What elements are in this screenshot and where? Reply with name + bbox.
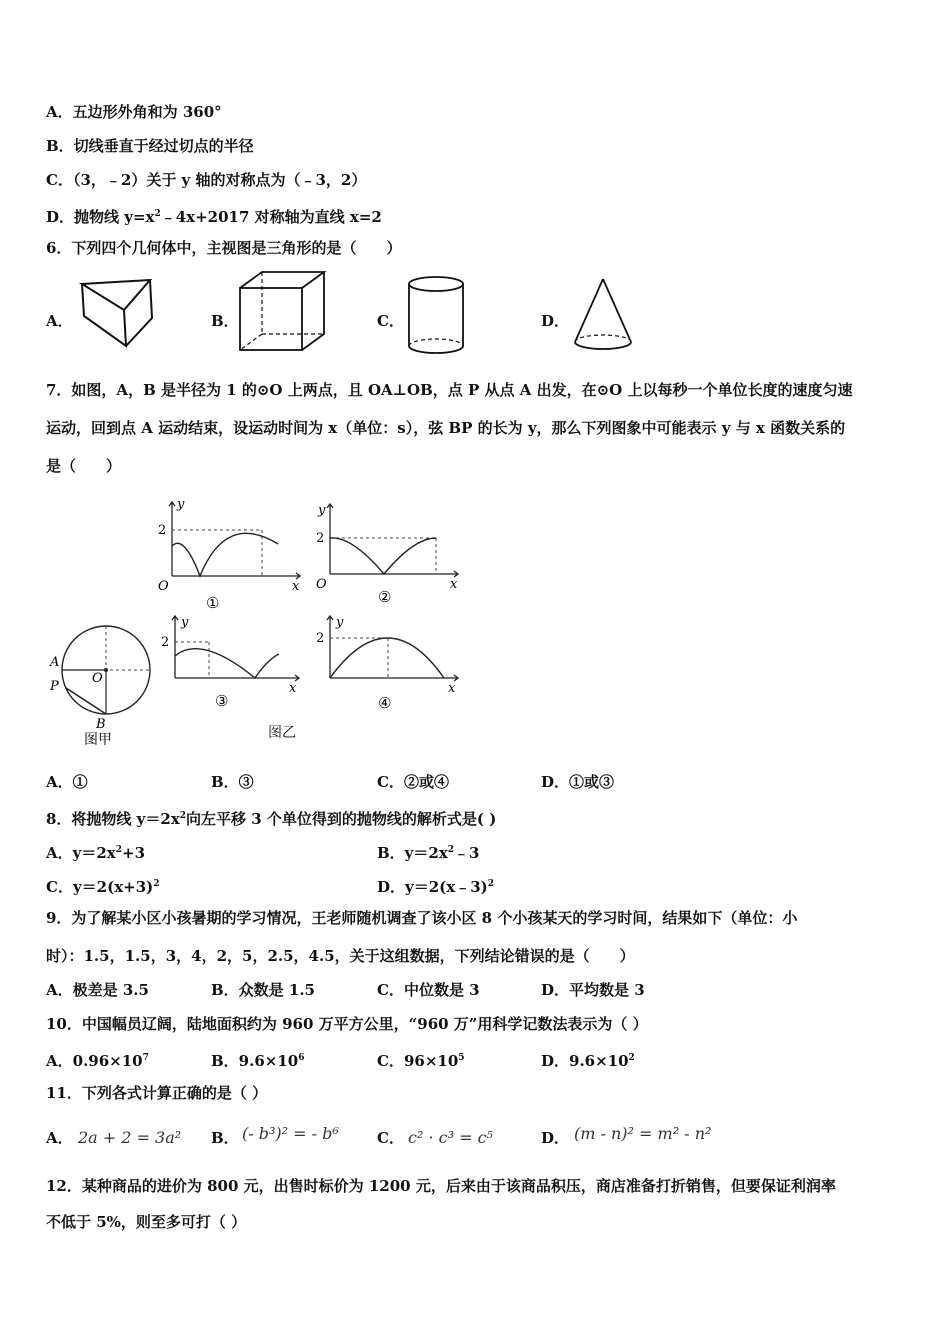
q8-stem: 8．将抛物线 $y=2x^2$向左平移 3 个单位得到的抛物线的解析式是( ) [46,810,497,828]
fig-yi-caption: 图乙 [268,725,296,741]
q6-label-a: A． [46,312,73,330]
cube-figure [236,268,330,356]
q10-option-b: B．$9.6\times 10^6$ [211,1052,305,1070]
graph-4-label: ④ [378,694,392,712]
q10-option-a: A．$0.96\times 10^7$ [46,1052,149,1070]
q11-label-c: C． [377,1129,404,1147]
q6-label-c: C． [377,312,404,330]
q11-label-b: B． [211,1129,239,1147]
x-axis-label: x [450,577,458,592]
origin-label: O [158,579,169,594]
q7-stem-line1: 7．如图，A，B 是半径为 1 的⊙O 上两点，且 OA⊥OB，点 P 从点 A 出发，在⊙O 上以每秒一个单位长度的速度匀速 [46,381,853,399]
graph-1-label: ① [206,594,220,612]
q7-stem-line2: 运动，回到点 A 运动结束，设运动时间为 x（单位：s），弦 BP 的长为 y，那么下列图象中可能表示 y 与 x 函数关系的 [46,419,846,437]
y-tick-label: 2 [161,635,170,650]
q9-stem-line1: 9．为了解某小区小孩暑期的学习情况，王老师随机调查了该小区 8 个小孩某天的学习时间，结果如下（单位：小 [46,909,798,927]
q7-stem-line3: 是（ ） [46,457,122,475]
triangular-prism-figure [78,272,160,352]
y-tick-label: 2 [316,631,325,646]
q5-option-b: B．切线垂直于经过切点的半径 [46,137,254,155]
q8-option-b: B．$y=2x^2﹣3$ [377,844,480,862]
q10-option-d: D．$9.6\times 10^2$ [541,1052,635,1070]
q12-stem-line1: 12．某种商品的进价为 800 元，出售时标价为 1200 元，后来由于该商品积压，商店准备打折销售，但要保证利润率 [46,1177,836,1195]
origin-label: O [316,577,327,592]
x-axis-label: x [289,681,297,696]
q9-stem-line2: 时）：1.5，1.5，3，4，2，5，2.5，4.5，关于这组数据，下列结论错误的是（ ） [46,947,635,965]
circle-figure [44,618,162,750]
q11-label-a: A． [46,1129,73,1147]
q8-option-d: D．y＝2(x﹣3)$^2$ [377,878,495,896]
q11-expr-b: (- b³)² = - b⁶ [242,1124,339,1143]
q11-label-d: D． [541,1129,570,1147]
q6-label-b: B． [211,312,239,330]
graph-1 [152,496,307,616]
q9-option-a: A．极差是 3.5 [46,981,149,999]
q11-stem: 11．下列各式计算正确的是（ ） [46,1084,268,1102]
graph-2-label: ② [378,588,392,606]
y-axis-label: y [181,615,189,630]
y-tick-label: 2 [158,523,167,538]
q10-stem: 10．中国幅员辽阔，陆地面积约为 960 万平方公里，“960 万”用科学记数法表示为（ ） [46,1015,648,1033]
q9-option-b: B．众数是 1.5 [211,981,315,999]
center-o-label: O [92,671,103,686]
y-axis-label: y [177,497,185,512]
q6-label-d: D． [541,312,570,330]
point-b-label: B [96,717,106,732]
q5-option-a: A．五边形外角和为 360° [46,103,222,121]
fig-jia-caption: 图甲 [84,732,112,748]
q12-stem-line2: 不低于 5%，则至多可打（ ） [46,1213,247,1231]
q6-stem: 6．下列四个几何体中，主视图是三角形的是（ ） [46,239,402,257]
q11-expr-c: c² · c³ = c⁵ [408,1128,493,1147]
q9-option-c: C．中位数是 3 [377,981,480,999]
y-axis-label: y [318,503,326,518]
q5-option-d: D．抛物线 $y=x^2﹣4x+2017$ 对称轴为直线 x=2 [46,208,382,226]
cone-figure [570,276,636,356]
graph-3-label: ③ [215,692,229,710]
q11-expr-d: (m - n)² = m² - n² [574,1124,712,1143]
q7-option-a: A．① [46,773,88,791]
x-axis-label: x [448,681,456,696]
graph-2 [310,496,465,616]
graph-3 [155,612,305,720]
q5-option-c: C．（3，﹣2）关于 y 轴的对称点为（﹣3，2） [46,171,367,189]
q11-expr-a: 2a + 2 = 3a² [78,1128,182,1147]
x-axis-label: x [292,579,300,594]
q8-option-a: A．$y=2x^2+3$ [46,844,146,862]
y-tick-label: 2 [316,531,325,546]
point-a-label: A [50,655,60,670]
q7-option-c: C．②或④ [377,773,449,791]
graph-4 [310,612,465,720]
y-axis-label: y [336,615,344,630]
point-p-label: P [50,679,59,694]
q7-option-d: D．①或③ [541,773,615,791]
cylinder-figure [404,274,468,358]
q7-option-b: B．③ [211,773,254,791]
q9-option-d: D．平均数是 3 [541,981,645,999]
q10-option-c: C．$96\times 10^5$ [377,1052,465,1070]
q8-option-c: C．$y=2(x+3)^2$ [46,878,160,896]
